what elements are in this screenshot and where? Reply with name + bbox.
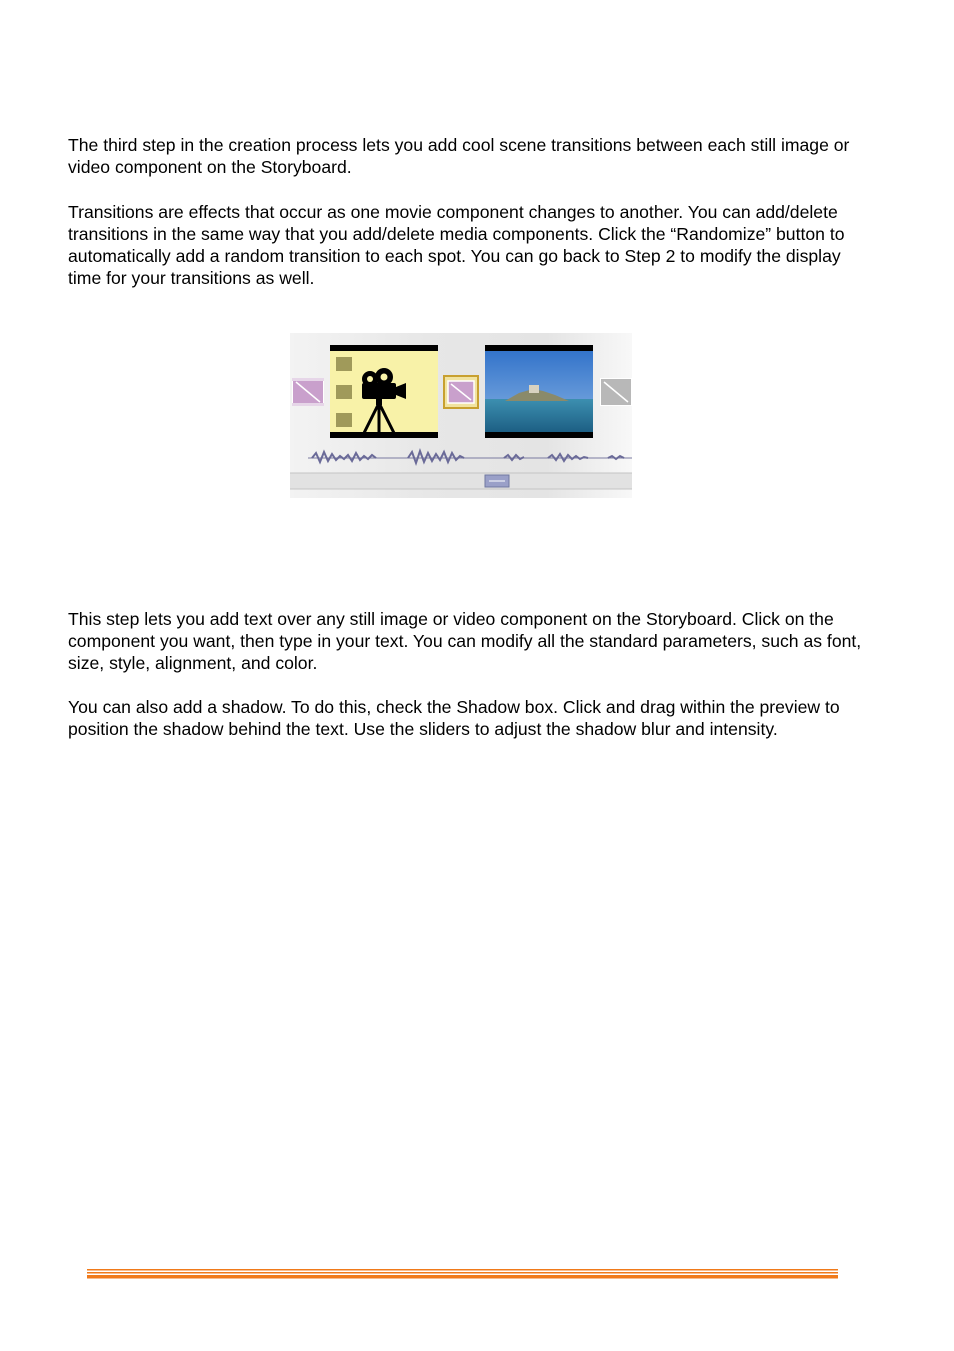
storyboard-screenshot [290,333,632,498]
footer-rule [87,1269,838,1279]
timeline-scrollbar[interactable] [290,469,632,491]
camera-clip-thumbnail[interactable] [330,345,438,438]
audio-waveform [308,447,632,469]
shadow-paragraph: You can also add a shadow. To do this, check the Shadow box. Click and drag within the preview to position the shadow behind the text. Use the sliders to adjust the shadow blur and intensity. [68,697,840,739]
intro-paragraph: The third step in the creation process lets you add cool scene transitions between each still image or video component on the Storyboard. [68,135,850,177]
transition-tile-selected[interactable] [443,375,479,409]
transition-tile-left[interactable] [292,378,324,406]
seascape-clip-thumbnail[interactable] [485,345,593,438]
scroll-thumb-icon [485,475,509,487]
text-step-paragraph: This step lets you add text over any still image or video component on the Storyboard. Click on the component you want, then type in your text. You can modify all the standard parameters, such as font, size, style, alignment, and color. [68,609,862,673]
transitions-paragraph: Transitions are effects that occur as one movie component changes to another. You can add/delete transitions in the same way that you add/delete media components. Click the “Randomize” button to automatically add a random transition to each spot. You can go back to Step 2 to modify the display time for your transitions as well. [68,202,845,288]
transition-tile-right[interactable] [600,378,632,406]
